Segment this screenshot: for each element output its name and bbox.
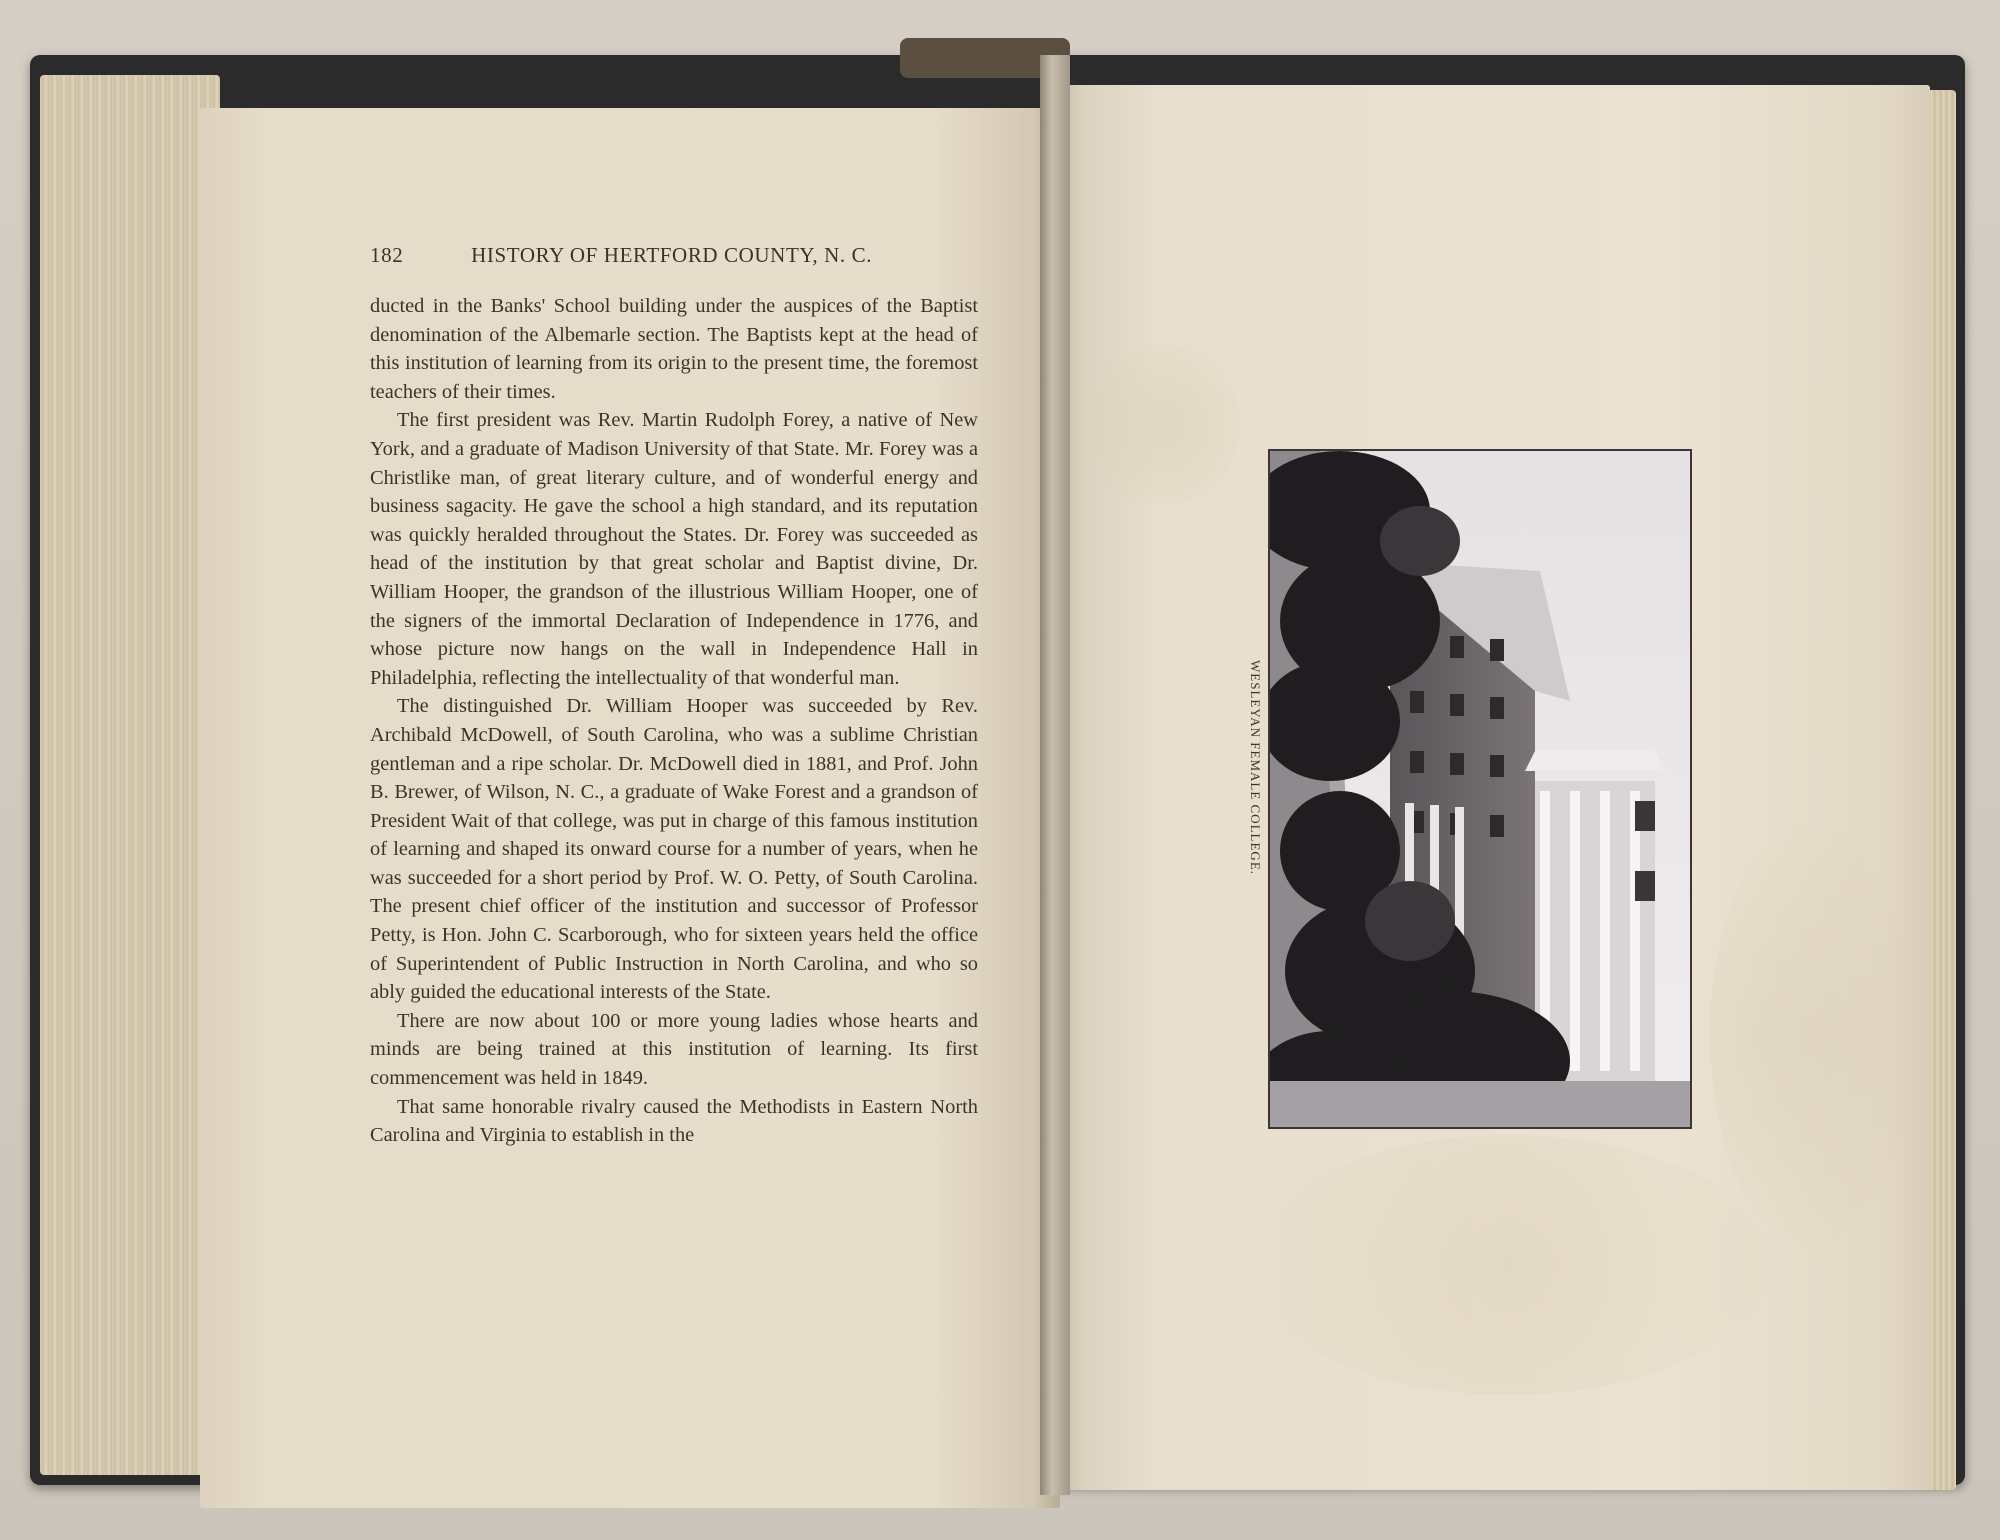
page-stain <box>1710 825 1910 1245</box>
body-text <box>370 292 978 1150</box>
paragraph: ducted in the Banks' School building under the auspices of the Baptist denomination of the Albemarle section. The Baptists kept at the head of this institution of learning from its origin to the present time, the foremost teachers of their times. <box>370 295 978 403</box>
paragraph: That same honorable rivalry caused the Methodists in Eastern North Carolina and Virginia to establish in the <box>370 1095 978 1147</box>
page-number: 182 <box>370 243 404 267</box>
college-photograph <box>1268 449 1692 1129</box>
page-stain <box>1250 1135 1770 1395</box>
book-gutter <box>1040 55 1070 1495</box>
running-head <box>370 243 980 268</box>
plate-caption: WESLEYAN FEMALE COLLEGE. <box>1248 660 1263 876</box>
paragraph: The distinguished Dr. William Hooper was succeeded by Rev. Archibald McDowell, of South Carolina, who was a sublime Christian gentleman and a ripe scholar. Dr. McDowell died in 1881, and Prof. John B. Brewer, of Wilson, N. C., a graduate of Wake Forest and a grandson of President Wait of that college, was put in charge of this famous institution of learning and shaped its onward course for a number of years, when he was succeeded for a short period by Prof. W. O. Petty, of South Carolina. The present chief officer of the institution and successor of Professor Petty, is Hon. John C. Scarborough, who for sixteen years held the office of Superintendent of Public Instruction in North Carolina, and who so ably guided the educational interests of the State. <box>370 695 978 1004</box>
left-page-edges <box>40 75 220 1475</box>
book-title-header: HISTORY OF HERTFORD COUNTY, N. C. <box>471 243 873 267</box>
paragraph: There are now about 100 or more young ladies whose hearts and minds are being trained at this institution of learning. Its first commencement was held in 1849. <box>370 1009 978 1090</box>
page-stain <box>1080 345 1240 505</box>
paragraph: The first president was Rev. Martin Rudolph Forey, a native of New York, and a graduate of Madison University of that State. Mr. Forey was a Christlike man, of great literary culture, and of wonderful energy and business sagacity. He gave the school a high standard, and its reputation was quickly heralded throughout the States. Dr. Forey was succeeded as head of the institution by that great scholar and Baptist divine, Dr. William Hooper, the grandson of the illustrious William Hooper, one of the signers of the immortal Declaration of Independence in 1776, and whose picture now hangs on the wall in Independence Hall in Philadelphia, reflecting the intellectuality of that wonderful man. <box>370 409 978 689</box>
